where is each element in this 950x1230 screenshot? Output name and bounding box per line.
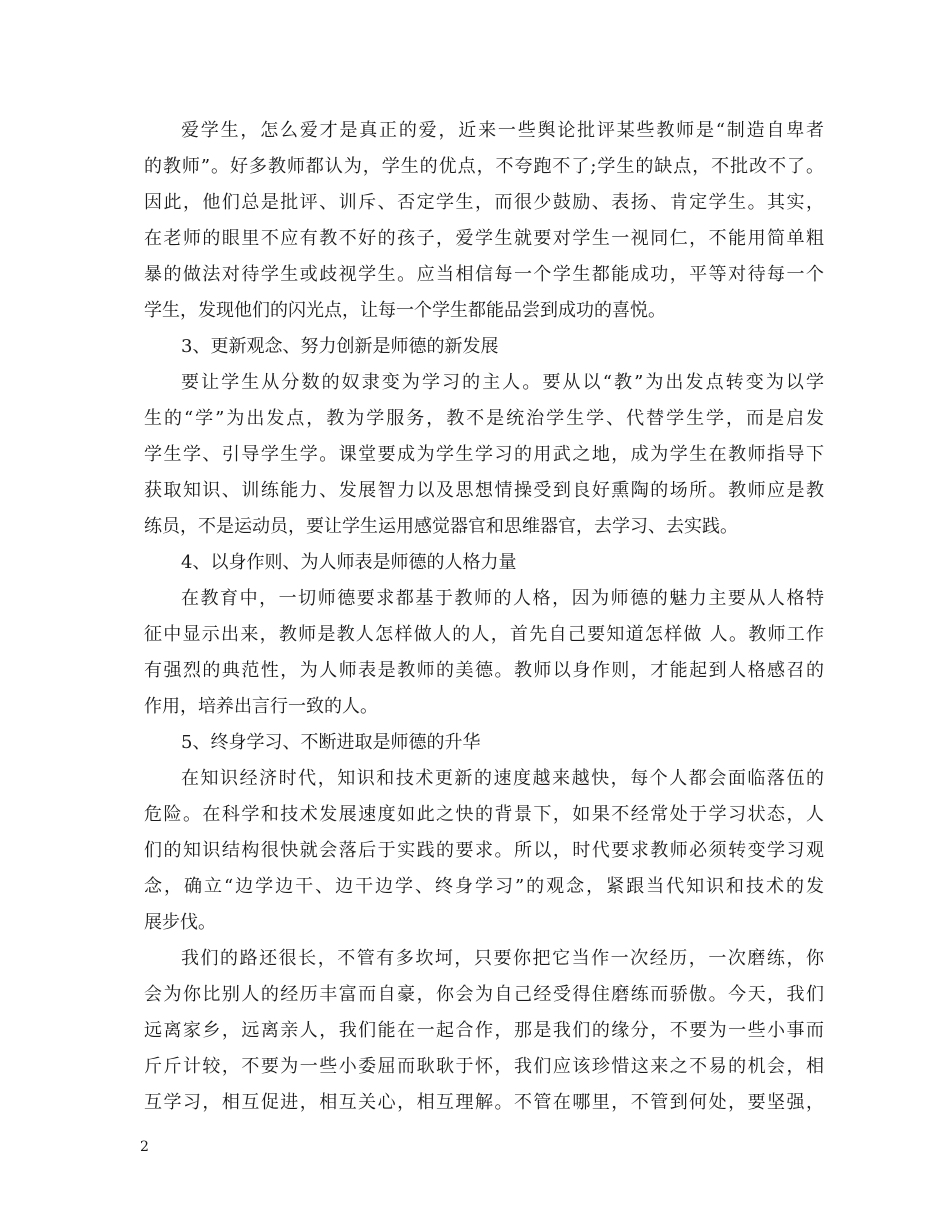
page-number: 2 (140, 1139, 149, 1155)
text-line: 暴的做法对待学生或歧视学生。应当相信每一个学生都能成功，平等对待每一个 (144, 264, 824, 285)
text-line: 会为你比别人的经历丰富而自豪，你会为自己经受得住磨练而骄傲。今天，我们 (144, 984, 824, 1005)
text-line: 在老师的眼里不应有教不好的孩子，爱学生就要对学生一视同仁，不能用简单粗 (144, 228, 824, 249)
text-line: 练员，不是运动员，要让学生运用感觉器官和思维器官，去学习、去实践。 (144, 516, 738, 537)
text-line: 要让学生从分数的奴隶变为学习的主人。要从以“教”为出发点转变为以学 (181, 372, 824, 393)
section-heading: 3、更新观念、努力创新是师德的新发展 (181, 336, 499, 357)
text-line: 有强烈的典范性，为人师表是教师的美德。教师以身作则，才能起到人格感召的 (144, 660, 824, 681)
text-line: 学生，发现他们的闪光点，让每一个学生都能品尝到成功的喜悦。 (144, 300, 666, 321)
text-line: 生的“学”为出发点，教为学服务，教不是统治学生学、代替学生学，而是启发 (144, 408, 824, 429)
text-line: 我们的路还很长，不管有多坎坷，只要你把它当作一次经历，一次磨练，你 (181, 948, 824, 969)
text-line: 爱学生，怎么爱才是真正的爱，近来一些舆论批评某些教师是“制造自卑者 (181, 120, 824, 141)
text-line: 们的知识结构很快就会落后于实践的要求。所以，时代要求教师必须转变学习观 (144, 840, 824, 861)
text-line: 征中显示出来，教师是教人怎样做人的人，首先自己要知道怎样做 人。教师工作 (144, 624, 824, 645)
text-line: 远离家乡，远离亲人，我们能在一起合作，那是我们的缘分，不要为一些小事而 (144, 1020, 824, 1041)
text-line: 在知识经济时代，知识和技术更新的速度越来越快，每个人都会面临落伍的 (181, 768, 824, 789)
text-line: 念，确立“边学边干、边干边学、终身学习”的观念，紧跟当代知识和技术的发 (144, 876, 824, 897)
text-line: 互学习，相互促进，相互关心，相互理解。不管在哪里，不管到何处，要坚强， (144, 1092, 824, 1113)
text-line: 因此，他们总是批评、训斥、否定学生，而很少鼓励、表扬、肯定学生。其实， (144, 192, 824, 213)
text-line: 作用，培养出言行一致的人。 (144, 696, 378, 717)
text-line: 危险。在科学和技术发展速度如此之快的背景下，如果不经常处于学习状态，人 (144, 804, 824, 825)
text-line: 获取知识、训练能力、发展智力以及思想情操受到良好熏陶的场所。教师应是教 (144, 480, 824, 501)
text-line: 学生学、引导学生学。课堂要成为学生学习的用武之地，成为学生在教师指导下 (144, 444, 824, 465)
section-heading: 4、以身作则、为人师表是师德的人格力量 (181, 552, 517, 573)
section-heading: 5、终身学习、不断进取是师德的升华 (181, 732, 481, 753)
text-line: 在教育中，一切师德要求都基于教师的人格，因为师德的魅力主要从人格特 (181, 588, 824, 609)
text-line: 展步伐。 (144, 912, 216, 933)
text-line: 的教师”。好多教师都认为，学生的优点，不夸跑不了;学生的缺点，不批改不了。 (144, 156, 824, 177)
text-line: 斤斤计较，不要为一些小委屈而耿耿于怀，我们应该珍惜这来之不易的机会，相 (144, 1056, 824, 1077)
